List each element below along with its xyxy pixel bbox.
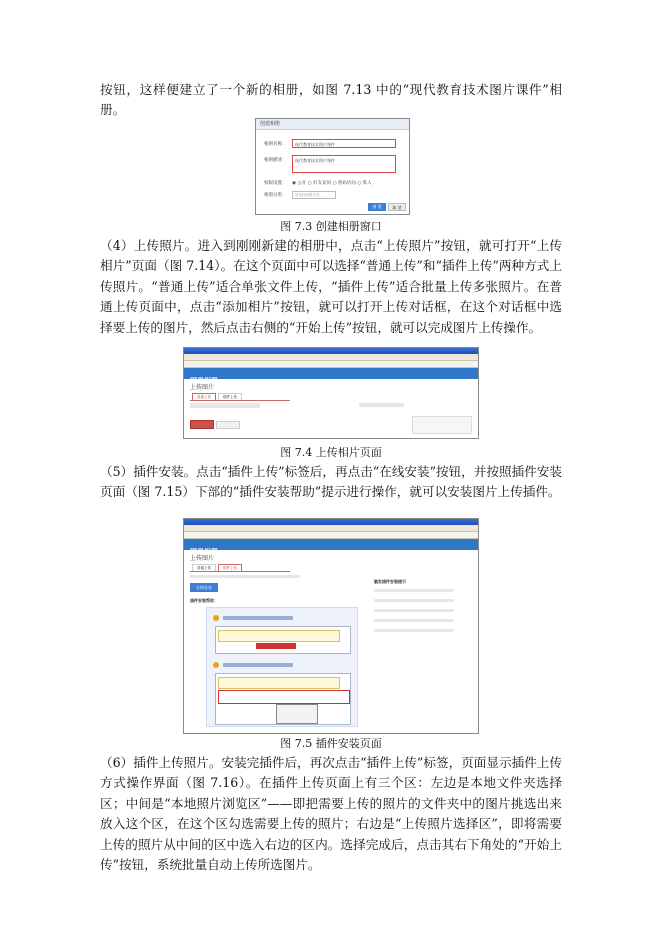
caption-fig-7-3: 图 7.3 创建相册窗口 (280, 220, 382, 233)
banner-logo: 网易相册 (190, 548, 218, 556)
help-panel (206, 607, 358, 727)
highlight-box (218, 690, 350, 704)
tab-normal-upload: 普通上传 (192, 564, 216, 571)
name-field: 现代教育技术图片课件 (292, 139, 396, 148)
security-bar-2 (218, 677, 340, 689)
right-title: 触发插件安装提示 (374, 579, 406, 584)
security-bar (218, 630, 340, 642)
step-one-screenshot (215, 626, 351, 654)
caption-fig-7-5: 图 7.5 插件安装页面 (280, 737, 382, 750)
paragraph-5: （5）插件安装。点击“插件上传”标签后，再点击“在线安装”按钮，并按照插件安装页面（图 7.15）下部的“插件安装帮助”提示进行操作，就可以安装图片上传插件。 (100, 464, 562, 500)
figure-create-album (255, 118, 410, 215)
highlight-mark (256, 643, 296, 649)
start-upload-button (216, 421, 240, 429)
cancel-button: 取 消 (388, 203, 406, 211)
site-banner (184, 368, 478, 385)
caption-fig-7-4: 图 7.4 上传相片页面 (280, 446, 382, 459)
paragraph-4: （4）上传照片。进入到刚刚新建的相册中，点击“上传照片”按钮，就可打开“上传相片”页面（图 7.14）。在这个页面中可以选择“普通上传”和“插件上传”两种方式上传照片。“普通上传”适合单张文件上传，“插件上传”适合批量上传多张照片。在普通上传页面中，点击“添加相片”按钮，就可以打开上传对话框，在这个对话框中选择要上传的图片，然后点击右侧的“开始上传”按钮，就可以完成图片上传操作。 (100, 238, 562, 335)
figure-plugin-install (183, 518, 479, 734)
right-line-1 (374, 589, 454, 592)
banner-logo: 网易相册 (190, 377, 218, 385)
options-row (359, 403, 404, 407)
step-two-icon (213, 662, 219, 668)
right-line-2 (374, 599, 454, 602)
step-one-icon (213, 615, 219, 621)
window-menubar (184, 525, 478, 532)
create-button: 创 建 (368, 203, 386, 211)
window-menubar (184, 354, 478, 361)
step-two-screenshot (215, 673, 351, 725)
name-label: 相册名称： (264, 142, 287, 147)
privacy-label: 权限设置： (264, 181, 287, 186)
right-line-4 (374, 619, 454, 622)
address-bar (184, 532, 478, 539)
upload-tabs (190, 393, 290, 401)
upload-tips-box (412, 416, 472, 434)
desc-field: 现代教育技术图片课件 (292, 155, 396, 173)
desc-label: 相册描述： (264, 158, 287, 163)
help-title: 插件安装帮助： (190, 598, 218, 603)
right-line-3 (374, 609, 454, 612)
tab-plugin-upload: 插件上传 (218, 564, 242, 571)
page-title: 上传图片 (190, 555, 215, 562)
right-line-5 (374, 629, 454, 632)
step-one-text (223, 616, 293, 620)
figure-upload-page (183, 347, 479, 439)
site-banner (184, 539, 478, 556)
page-title: 上传图片 (190, 384, 215, 391)
dialog-header: 创建相册 (256, 119, 409, 130)
tab-normal-upload: 普通上传 (192, 393, 216, 400)
album-select (190, 403, 260, 408)
privacy-options: ◉ 公开 ○ 好友访问 ○ 密码访问 ○ 私人 (292, 181, 372, 186)
paragraph-6: （6）插件上传照片。安装完插件后，再次点击“插件上传”标签，页面显示插件上传方式操作界面（图 7.16）。在插件上传页面上有三个区：左边是本地文件夹选择区；中间是“本地照片浏览区”——即把需要上传的照片的文件夹中的图片挑选出来放入这个区，在这个区勾选需要上传的照片；右边是“上传照片选择区”，即将需要上传的照片从中间的区中选入右边的区内。选择完成后，点击其右下角处的“开始上传”按钮，系统批量自动上传所选图片。 (100, 755, 562, 873)
category-label: 相册分类： (264, 193, 287, 198)
add-photo-button (190, 420, 214, 429)
paragraph-1: 按钮，这样便建立了一个新的相册，如图 7.13 中的“现代教育技术图片课件”相册。 (100, 82, 562, 118)
install-online-button: 在线安装 (190, 583, 218, 592)
upload-tabs (190, 564, 290, 572)
address-bar (184, 361, 478, 368)
category-select: 请选择相册分类 (292, 191, 336, 199)
tab-plugin-upload: 插件上传 (218, 393, 242, 400)
step-two-text (223, 663, 293, 667)
plugin-notice (190, 575, 300, 578)
context-menu (276, 704, 318, 724)
